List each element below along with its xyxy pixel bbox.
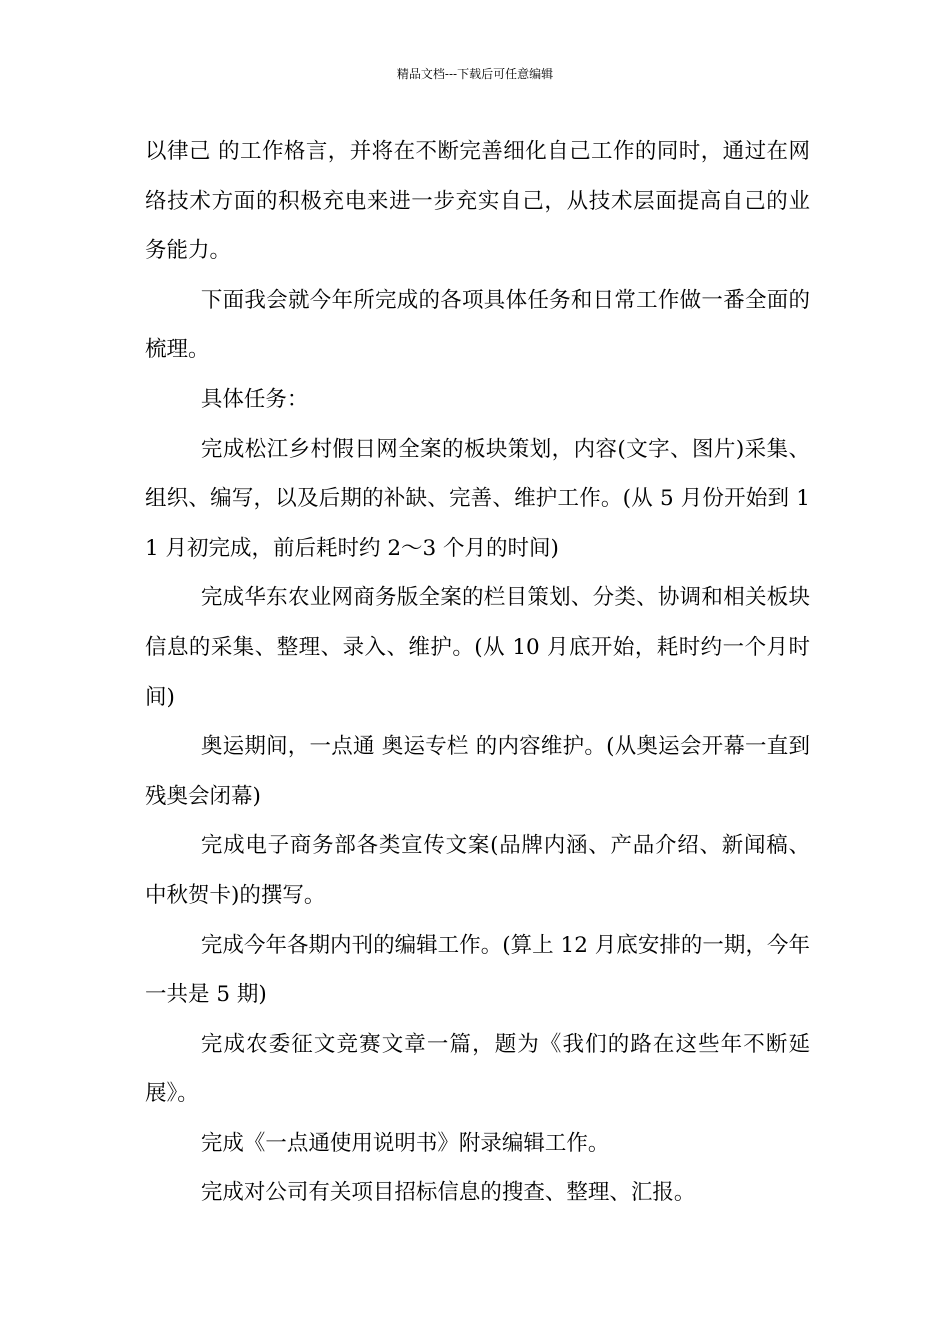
- paragraph-task-songjiang: 完成松江乡村假日网全案的板块策划，内容(文字、图片)采集、组织、编写，以及后期的补缺、完善、维护工作。(从 5 月份开始到 11 月初完成，前后耗时约 2～3 个月的时间): [145, 436, 810, 561]
- paragraph-intro: 下面我会就今年所完成的各项具体任务和日常工作做一番全面的梳理。: [145, 287, 810, 363]
- paragraph-task-bidding: 完成对公司有关项目招标信息的搜查、整理、汇报。: [200, 1180, 696, 1206]
- document-body: [145, 127, 810, 1218]
- paragraph-task-manual: 完成《一点通使用说明书》附录编辑工作。: [200, 1130, 610, 1156]
- paragraph-task-journal: 完成今年各期内刊的编辑工作。(算上 12 月底安排的一期，今年一共是 5 期): [145, 932, 810, 1008]
- paragraph-task-huadong: 完成华东农业网商务版全案的栏目策划、分类、协调和相关板块信息的采集、整理、录入、维护。(从 10 月底开始，耗时约一个月时间): [145, 585, 810, 710]
- page-header: 精品文档---下载后可任意编辑: [396, 67, 554, 81]
- paragraph-work-motto: 以律己 的工作格言，并将在不断完善细化自己工作的同时，通过在网络技术方面的积极充电来进一步充实自己，从技术层面提高自己的业务能力。: [145, 139, 810, 264]
- paragraph-task-olympics: 奥运期间，一点通 奥运专栏 的内容维护。(从奥运会开幕一直到残奥会闭幕): [145, 734, 810, 809]
- paragraph-task-essay: 完成农委征文竞赛文章一篇，题为《我们的路在这些年不断延展》。: [145, 1031, 810, 1107]
- section-heading-tasks: 具体任务：: [200, 386, 309, 412]
- paragraph-task-copywriting: 完成电子商务部各类宣传文案(品牌内涵、产品介绍、新闻稿、中秋贺卡)的撰写。: [145, 833, 810, 908]
